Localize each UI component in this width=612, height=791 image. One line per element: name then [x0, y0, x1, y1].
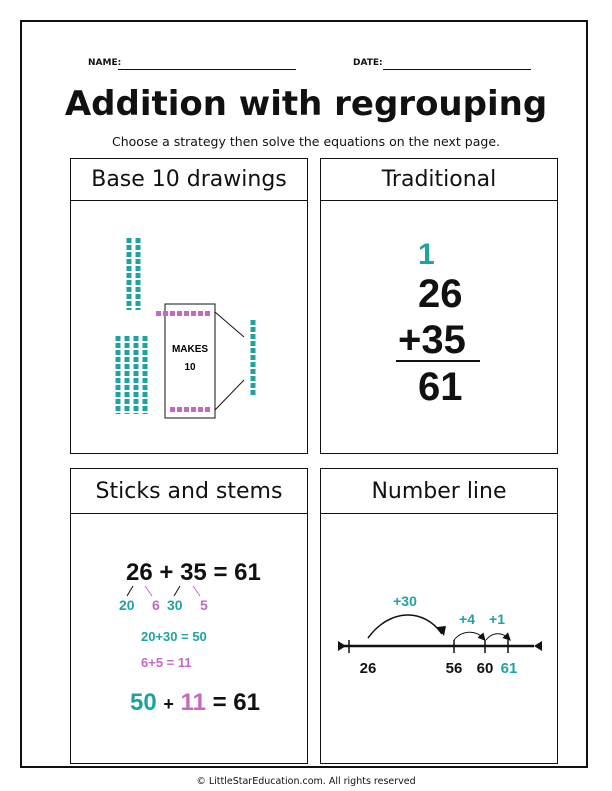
traditional-title: Traditional	[321, 159, 557, 201]
name-field[interactable]	[118, 69, 296, 70]
date-field[interactable]	[383, 69, 531, 70]
makes-label-1: MAKES	[171, 344, 209, 355]
copyright-footer: © LittleStarEducation.com. All rights reserved	[196, 776, 416, 787]
final-result: 61	[233, 689, 260, 716]
eq-result: 61	[234, 559, 261, 586]
name-label: NAME:	[88, 58, 122, 68]
final-plus: +	[163, 694, 174, 714]
base10-drawing	[70, 200, 308, 454]
date-label: DATE:	[353, 58, 383, 68]
tens-sum: 20+30 = 50	[141, 629, 207, 644]
sum-line	[396, 360, 480, 362]
final-equation	[130, 689, 260, 717]
numberline-title: Number line	[321, 469, 557, 514]
number-line	[320, 580, 558, 700]
carry-digit: 1	[418, 238, 435, 271]
split-30: 30	[167, 597, 183, 613]
eq-a: 26	[126, 559, 153, 586]
jump-arrowhead-30	[437, 626, 446, 636]
split-5: 5	[200, 597, 208, 613]
answer-number: 61	[418, 365, 463, 409]
page-subtitle: Choose a strategy then solve the equations on the next page.	[112, 134, 500, 149]
stem-lines	[70, 580, 308, 620]
bottom-number: +35	[398, 318, 466, 362]
base10-title: Base 10 drawings	[71, 159, 307, 201]
final-11: 11	[180, 689, 206, 716]
jump-arc-30	[368, 615, 442, 638]
jump-arc-1	[486, 634, 508, 640]
jump-label-30: +30	[393, 593, 417, 609]
split-6: 6	[152, 597, 160, 613]
tick-label-56: 56	[445, 660, 463, 677]
eq-equals: =	[213, 559, 228, 586]
left-arrowhead	[338, 641, 346, 651]
jump-label-4: +4	[459, 611, 475, 627]
makes-ten-box	[165, 304, 215, 418]
tick-label-61: 61	[500, 660, 518, 677]
eq-b: 35	[180, 559, 207, 586]
top-number: 26	[418, 272, 463, 316]
ones-cubes-bottom	[170, 407, 210, 412]
jump-arc-4	[454, 632, 483, 640]
split-20: 20	[119, 597, 135, 613]
sticks-title: Sticks and stems	[71, 469, 307, 514]
page-title: Addition with regrouping	[64, 84, 548, 124]
final-50: 50	[130, 689, 157, 716]
tick-label-26: 26	[359, 660, 377, 677]
ones-sum: 6+5 = 11	[141, 655, 192, 670]
tick-label-60: 60	[476, 660, 494, 677]
makes-label-2: 10	[184, 362, 196, 373]
ones-cubes-top	[156, 311, 210, 316]
jump-label-1: +1	[489, 611, 505, 627]
arrow-lines	[215, 312, 244, 410]
tens-rods-top	[129, 238, 138, 310]
right-arrowhead	[534, 641, 542, 651]
final-equals: =	[212, 689, 227, 716]
tens-rods-bottom	[118, 336, 145, 414]
eq-plus: +	[159, 559, 174, 586]
